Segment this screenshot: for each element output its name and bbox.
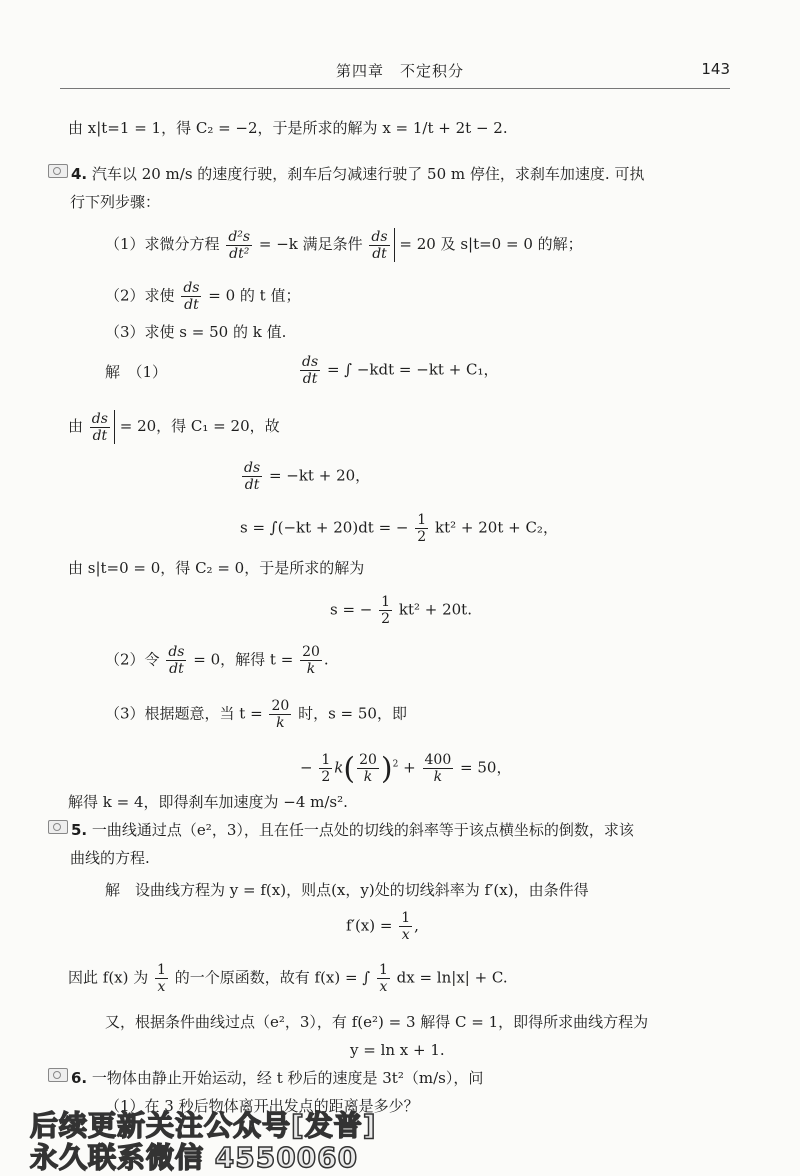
text: = ∫ −kdt = −kt + C₁， [326, 360, 499, 379]
fraction-400-k [423, 752, 454, 785]
num: 400 [424, 752, 452, 768]
text: = 50， [460, 758, 512, 777]
evaluation-bar [394, 228, 395, 262]
eq-ds-dt [240, 460, 370, 493]
num: ds [302, 354, 319, 370]
fraction-20-k [357, 752, 379, 785]
den: dt [302, 371, 318, 387]
text: 因此 f(x) 为 [68, 968, 149, 987]
text: （1）求微分方程 [105, 235, 220, 253]
text: = −kt + 20， [268, 466, 371, 485]
text: s = ∫(−kt + 20)dt = − [240, 518, 409, 537]
fraction-ds-dt [90, 411, 110, 444]
problem-5-number: 5. [71, 821, 88, 839]
den: k [306, 661, 316, 677]
text: （2）求使 [105, 286, 175, 305]
den: x [401, 927, 410, 943]
fraction-20-k [269, 698, 291, 731]
fraction-ds-dt [166, 644, 186, 677]
problem-5-text: 一曲线通过点（e²，3），且在任一点处的切线的斜率等于该点横坐标的倒数，求该 [91, 821, 634, 839]
text: 的一个原函数，故有 f(x) = ∫ [174, 968, 371, 987]
text: = 20 及 s|t=0 = 0 的解； [399, 235, 583, 253]
fraction-1-2 [415, 512, 428, 545]
running-header [60, 60, 740, 84]
problem-5-line-1 [48, 820, 634, 840]
text: dx = ln|x| + C. [396, 968, 508, 987]
fraction-ds-dt [242, 460, 262, 493]
num: ds [91, 410, 108, 427]
num: 1 [381, 594, 391, 610]
antiderivative-line [68, 962, 508, 995]
problem-6-line-2: （1）在 3 秒后物体离开出发点的距离是多少？ [105, 1097, 419, 1115]
den: dt [184, 297, 199, 313]
solution-line-prev [68, 118, 508, 138]
num: 1 [417, 512, 427, 528]
num: d²s [228, 228, 251, 245]
exercise-icon [48, 1068, 68, 1082]
num: 20 [271, 698, 290, 714]
solution-5-line-1: 解 设曲线方程为 y = f(x)，则点(x，y)处的切线斜率为 f′(x)，由条件得 [105, 881, 589, 899]
text: = 0 的 t 值； [208, 286, 301, 305]
den: k [433, 769, 443, 785]
text: （2）令 [105, 650, 160, 669]
exponent: 2 [392, 759, 399, 770]
chapter-title: 第四章 不定积分 [335, 62, 464, 80]
step-3: （3）求使 s = 50 的 k 值. [105, 323, 287, 341]
den: dt [169, 661, 184, 677]
step-1 [105, 228, 583, 262]
exercise-icon [48, 820, 68, 834]
fraction-1-2 [379, 594, 392, 627]
text: 由 [68, 417, 84, 435]
den: k [276, 715, 285, 731]
den: dt [244, 477, 260, 493]
text: f′(x) = [346, 916, 393, 935]
problem-4-text: 汽车以 20 m/s 的速度行驶，刹车后匀减速行驶了 50 m 停住，求刹车加速度. 可执 [91, 165, 645, 183]
solution-step-2: （2）令 $\frac{ds}{dt}$ = 0，解得 t = $\frac{20}{k}$ . [105, 644, 329, 677]
num: ds [168, 644, 185, 660]
eq-s-solution [330, 594, 472, 627]
solution-eq-1 [298, 354, 499, 387]
num: 20 [359, 752, 377, 768]
eq-s-integral [240, 512, 558, 545]
fraction-1-2 [319, 752, 332, 785]
problem-6-text: 一物体由静止开始运动，经 t 秒后的速度是 3t²（m/s），问 [91, 1069, 484, 1087]
num: 1 [401, 910, 411, 926]
text: k [334, 758, 344, 777]
problem-4-line-2: 行下列步骤： [70, 193, 161, 211]
watermark-line-2: 永久联系微信 4550060 [30, 1141, 359, 1174]
fraction-ds-dt [369, 229, 389, 262]
text: 由 x|t=1 = 1，得 C₂ = −2，于是所求的解为 x = 1/t + 2t − 2. [68, 119, 508, 137]
text: kt² + 20t. [398, 600, 472, 619]
solution-step-3 [105, 698, 407, 731]
den: k [363, 769, 373, 785]
text: （3）根据题意，当 t = [105, 704, 263, 723]
den: 2 [417, 529, 427, 545]
num: ds [244, 460, 261, 476]
den: 2 [381, 611, 391, 627]
fraction-ds-dt [300, 354, 320, 387]
num: 20 [302, 644, 320, 660]
num: 1 [378, 962, 388, 978]
num: 1 [321, 752, 331, 768]
fraction-1-x [155, 962, 168, 995]
num: ds [371, 228, 388, 245]
initial-condition-line [68, 410, 280, 444]
step-2 [105, 280, 300, 313]
text: s = − [330, 600, 373, 619]
text: = 0，解得 t = [193, 650, 294, 669]
den: x [157, 979, 166, 995]
problem-6-number: 6. [71, 1069, 88, 1087]
constant-line: 由 s|t=0 = 0，得 C₂ = 0，于是所求的解为 [68, 559, 365, 577]
exercise-icon [48, 164, 68, 178]
answer-4: 解得 k = 4，即得刹车加速度为 −4 m/s². [68, 793, 348, 811]
den: x [379, 979, 388, 995]
problem-4-number: 4. [71, 165, 88, 183]
text: kt² + 20t + C₂， [435, 518, 558, 537]
text: = 20，得 C₁ = 20，故 [119, 417, 280, 435]
fraction-ds-dt [181, 280, 201, 313]
den: 2 [321, 769, 331, 785]
fraction-1-x [377, 962, 390, 995]
num: ds [183, 280, 200, 296]
problem-6-line-1 [48, 1068, 483, 1088]
text: = −k 满足条件 [258, 235, 363, 253]
evaluation-bar [114, 410, 115, 444]
fraction-1-x [399, 910, 412, 943]
eq-k: − $\frac{1}{2}$ k( $\frac{20}{k}$ )$^2$ + $\frac{400}{k}$ = 50， [300, 751, 512, 787]
text: 时，s = 50，即 [298, 704, 407, 723]
watermark-line-1: 后续更新关注公众号[发普] [30, 1109, 377, 1142]
num: 1 [157, 962, 166, 978]
eq-y: y = ln x + 1. [350, 1041, 445, 1059]
den: dt [372, 245, 387, 262]
header-rule [60, 88, 730, 89]
problem-5-line-2: 曲线的方程. [70, 849, 150, 867]
fraction-20-k [300, 644, 322, 677]
den: dt [92, 427, 108, 444]
text: − [300, 758, 313, 777]
den: dt² [229, 245, 250, 262]
condition-line: 又，根据条件曲线过点（e²，3），有 f(e²) = 3 解得 C = 1，即得所求曲线方程为 [105, 1013, 649, 1031]
eq-fprime: f′(x) = $\frac{1}{x}$ , [346, 910, 419, 943]
fraction-d2s-dt2 [226, 229, 252, 262]
problem-4-line-1 [48, 164, 644, 184]
solution-label: 解 （1） [105, 363, 168, 381]
page-number: 143 [701, 60, 730, 78]
